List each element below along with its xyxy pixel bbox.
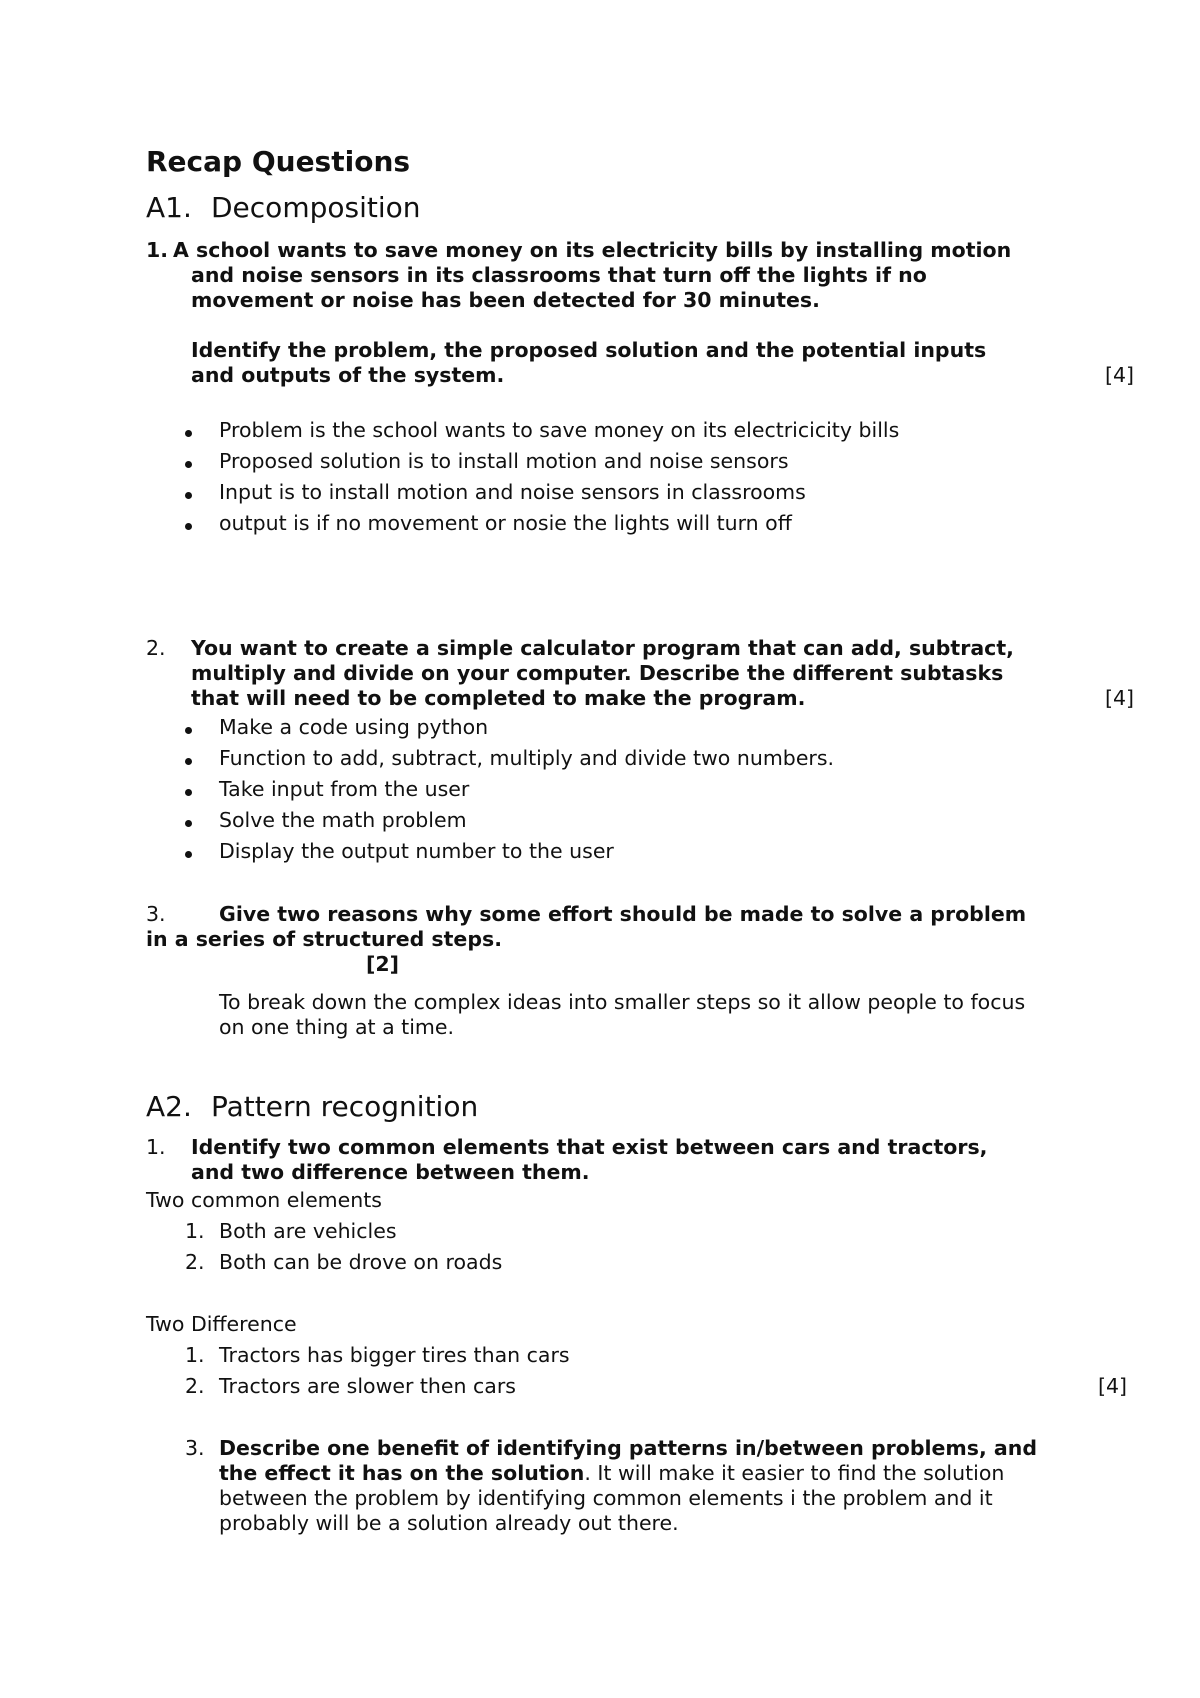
a1-q2-marks: [4] <box>1105 686 1135 710</box>
a2-q1-number: 1. <box>146 1135 166 1159</box>
a2-q1-common-item: Both are vehicles <box>219 1219 397 1243</box>
section-a2-heading: Pattern recognition <box>211 1090 479 1123</box>
a1-q1-marks: [4] <box>1105 363 1135 387</box>
a2-q1-marks: [4] <box>1098 1374 1128 1398</box>
a1-q1-prompt: and outputs of the system. <box>191 363 505 387</box>
a2-q3-answer: between the problem by identifying common elements i the problem and it <box>219 1486 993 1510</box>
a2-q3-answer: probably will be a solution already out there. <box>219 1511 679 1535</box>
a2-q1-diff-number: 2. <box>185 1374 205 1398</box>
a1-q2-answer: Display the output number to the user <box>219 839 614 863</box>
a1-q1-answer: Proposed solution is to install motion and noise sensors <box>219 449 789 473</box>
bullet-icon <box>185 461 192 468</box>
a1-q2-answer: Make a code using python <box>219 715 489 739</box>
a1-q2-answer: Function to add, subtract, multiply and divide two numbers. <box>219 746 835 770</box>
bullet-icon <box>185 820 192 827</box>
a1-q2-number: 2. <box>146 636 166 660</box>
a1-q2-line: that will need to be completed to make the program. <box>191 686 806 710</box>
bullet-icon <box>185 492 192 499</box>
a1-q3-line: Give two reasons why some effort should be made to solve a problem <box>219 902 1027 926</box>
a1-q2-answer: Take input from the user <box>219 777 470 801</box>
a2-q1-common-number: 2. <box>185 1250 205 1274</box>
a1-q3-line: in a series of structured steps. <box>146 927 502 951</box>
a2-q3-mixed-line <box>219 1461 1004 1487</box>
a1-q2-line: multiply and divide on your computer. Describe the different subtasks <box>191 661 1004 685</box>
a2-q1-diff-item: Tractors are slower then cars <box>219 1374 516 1398</box>
a2-q1-common-number: 1. <box>185 1219 205 1243</box>
a2-q1-line: Identify two common elements that exist between cars and tractors, <box>191 1135 988 1159</box>
bullet-icon <box>185 851 192 858</box>
a2-q3-line: the effect it has on the solution <box>219 1461 585 1485</box>
a1-q3-answer: To break down the complex ideas into smaller steps so it allow people to focus <box>219 990 1026 1014</box>
a1-q1-line: A school wants to save money on its electricity bills by installing motion <box>173 238 1012 262</box>
a2-q3-number: 3. <box>185 1436 205 1460</box>
a1-q2-line: You want to create a simple calculator program that can add, subtract, <box>191 636 1014 660</box>
a1-q1-line: and noise sensors in its classrooms that turn off the lights if no <box>191 263 927 287</box>
section-a1-heading: Decomposition <box>211 191 421 224</box>
a2-q1-line: and two difference between them. <box>191 1160 590 1184</box>
a1-q3-answer: on one thing at a time. <box>219 1015 454 1039</box>
a1-q1-answer: output is if no movement or nosie the lights will turn off <box>219 511 792 535</box>
section-a2-number: A2. <box>146 1090 192 1123</box>
bullet-icon <box>185 758 192 765</box>
a2-q3-answer: . It will make it easier to find the solution <box>584 1461 1005 1485</box>
a2-q1-diff-item: Tractors has bigger tires than cars <box>219 1343 570 1367</box>
bullet-icon <box>185 430 192 437</box>
a2-q1-diff-number: 1. <box>185 1343 205 1367</box>
a2-q1-common-item: Both can be drove on roads <box>219 1250 503 1274</box>
a1-q1-number: 1. <box>146 238 169 262</box>
a2-q1-common-label: Two common elements <box>146 1188 382 1212</box>
a1-q1-answer: Problem is the school wants to save money on its electricicity bills <box>219 418 900 442</box>
a1-q3-number: 3. <box>146 902 166 926</box>
a1-q1-line: movement or noise has been detected for 30 minutes. <box>191 288 820 312</box>
bullet-icon <box>185 523 192 530</box>
a2-q3-line: Describe one benefit of identifying patterns in/between problems, and <box>219 1436 1038 1460</box>
bullet-icon <box>185 789 192 796</box>
a1-q3-marks: [2] <box>366 952 400 976</box>
bullet-icon <box>185 727 192 734</box>
a1-q1-prompt: Identify the problem, the proposed solution and the potential inputs <box>191 338 987 362</box>
section-a1-number: A1. <box>146 191 192 224</box>
page-title: Recap Questions <box>146 145 411 178</box>
a1-q2-answer: Solve the math problem <box>219 808 467 832</box>
a1-q1-answer: Input is to install motion and noise sensors in classrooms <box>219 480 806 504</box>
a2-q1-diff-label: Two Difference <box>146 1312 297 1336</box>
